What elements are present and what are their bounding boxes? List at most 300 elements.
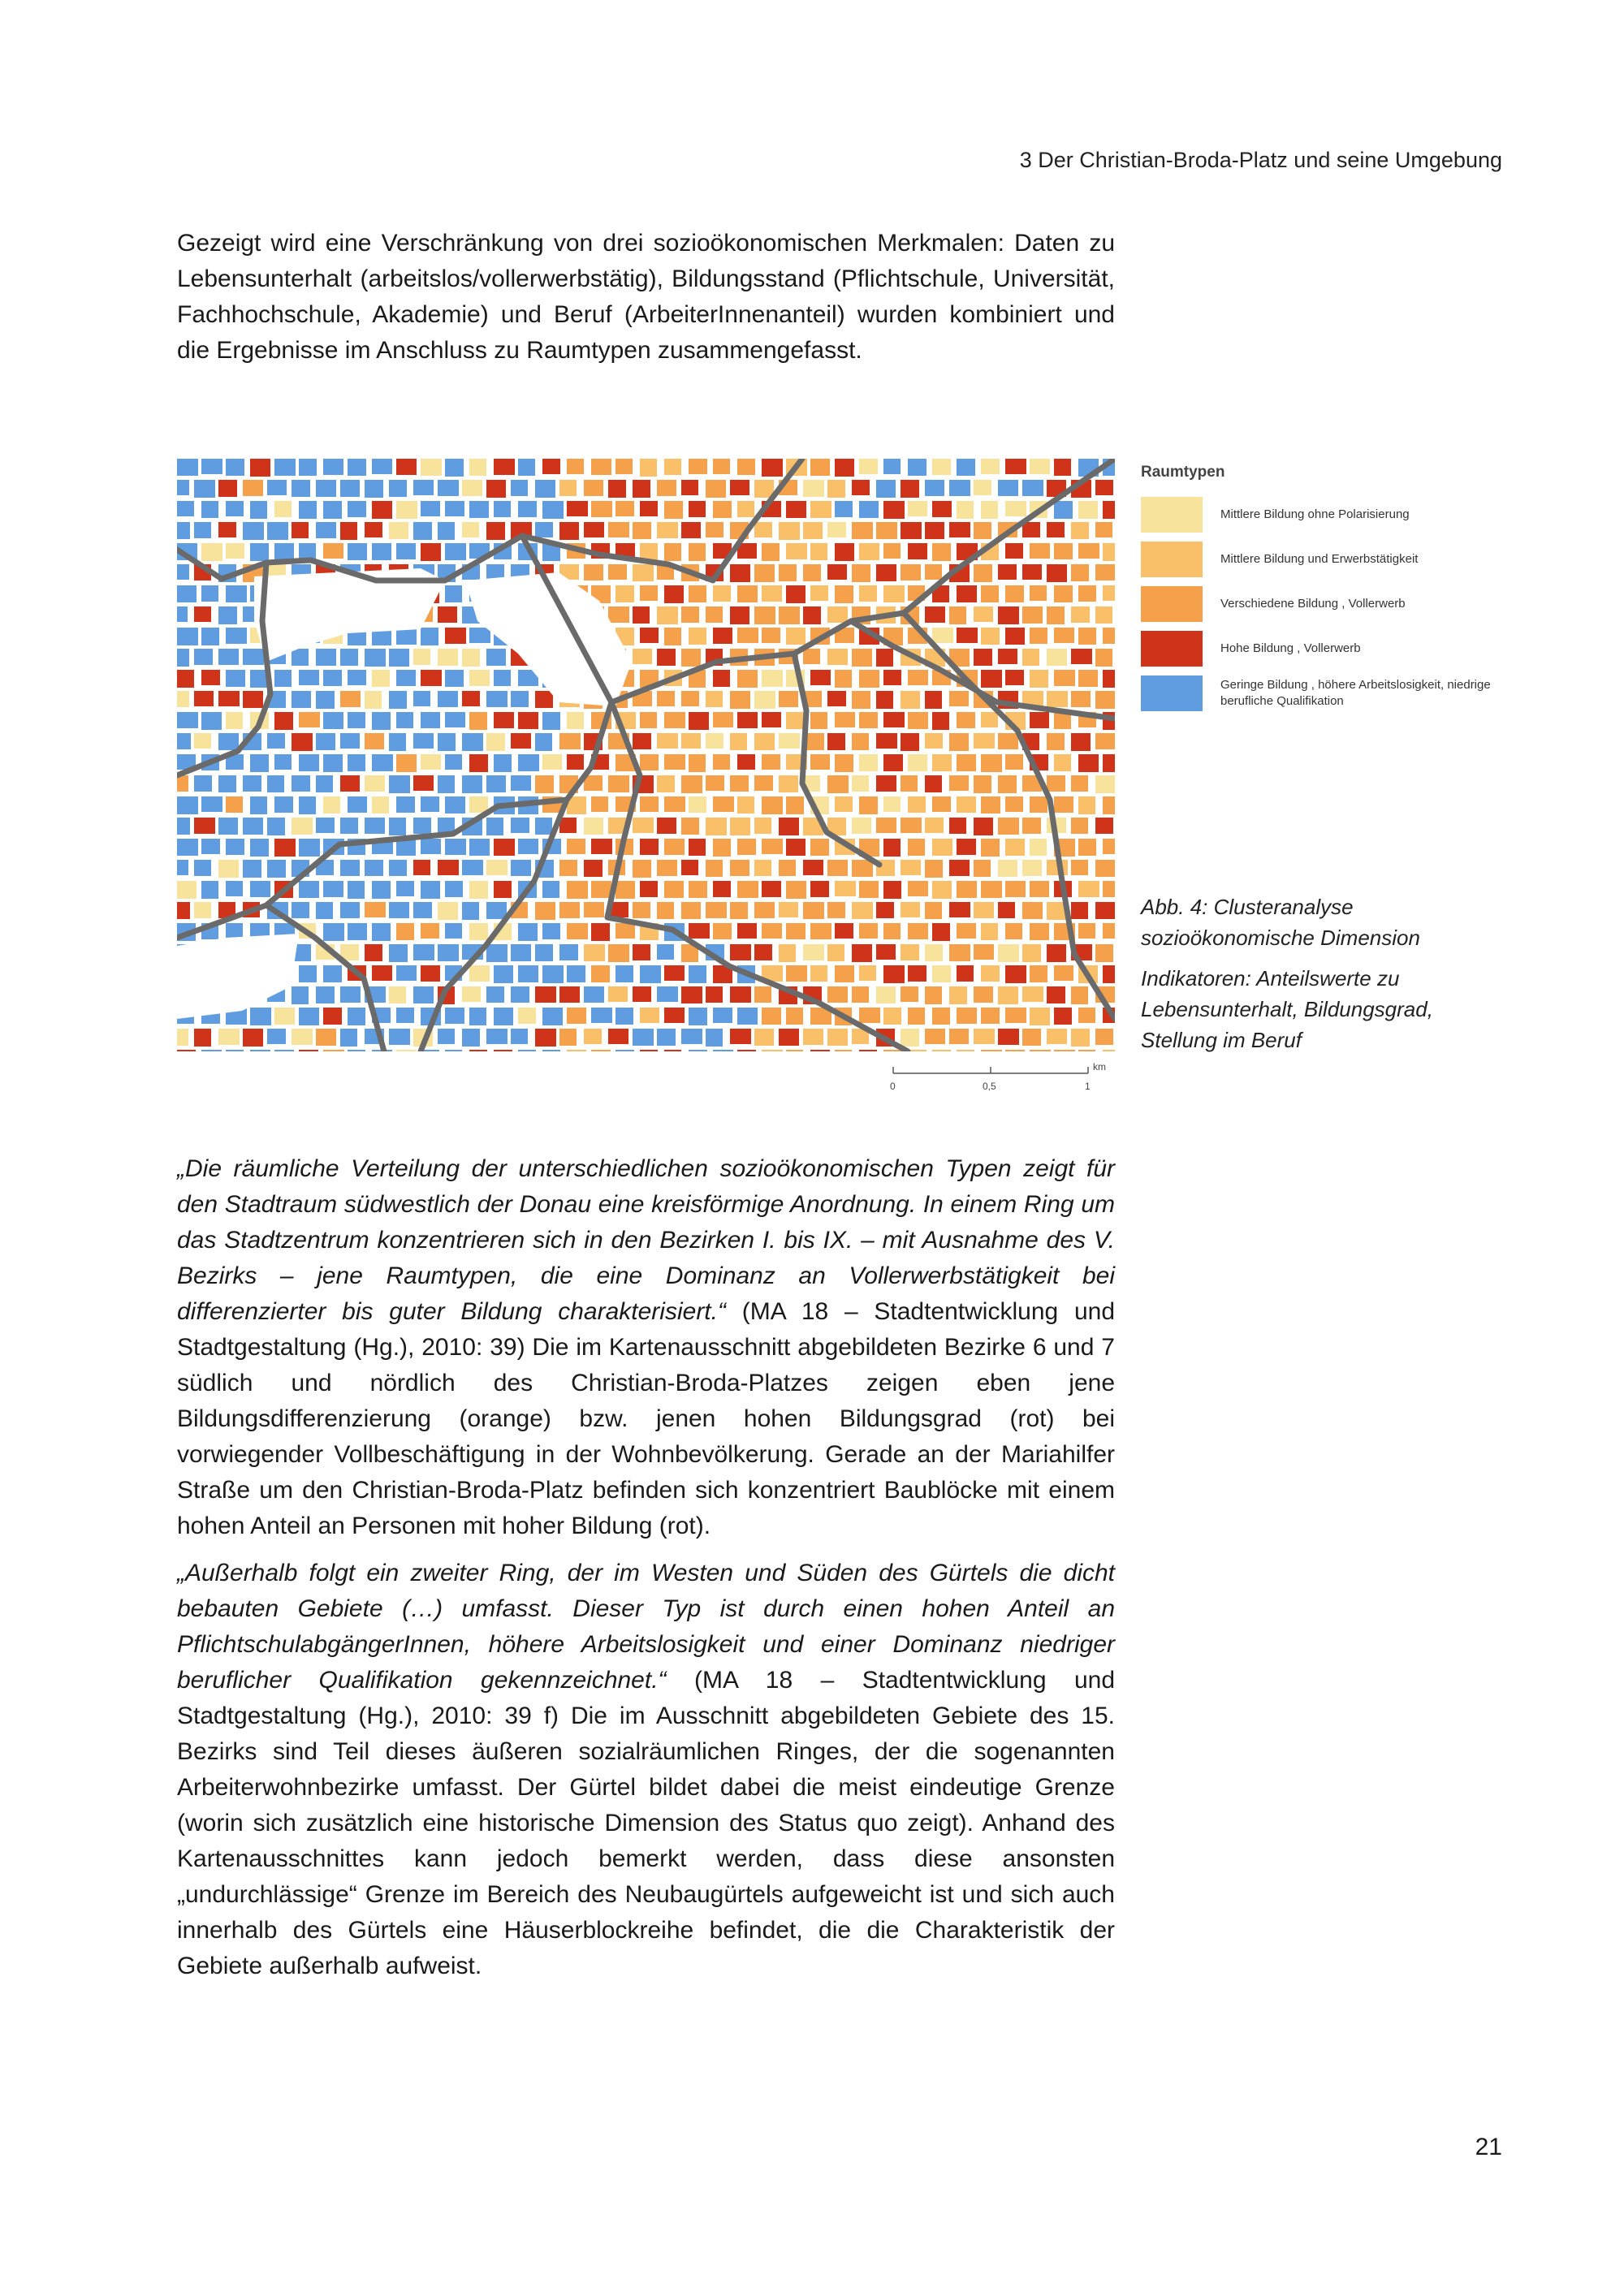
building-block [859,670,879,688]
building-block [827,902,845,918]
building-block [1095,564,1115,580]
building-block [657,1029,676,1046]
building-block [177,775,188,792]
building-block [201,712,222,730]
building-block [299,501,317,519]
legend-label: Geringe Bildung , höhere Arbeitslosigkeit, niedrige berufliche Qualifikation [1220,678,1491,708]
building-block [194,691,214,706]
building-block [640,1008,659,1023]
building-block [323,1050,344,1051]
legend-item-light-orange [1141,541,1498,578]
scale-label-0: 0 [890,1081,896,1092]
building-block [274,839,296,857]
building-block [438,1029,455,1044]
building-block [835,543,854,561]
building-block [681,480,698,495]
building-block [706,902,727,918]
building-block [542,754,562,770]
building-block [194,480,215,498]
building-block [469,712,487,730]
building-block [615,1050,634,1051]
building-block [1030,881,1049,897]
building-block [445,923,462,939]
building-block [876,818,896,833]
building-block [316,1029,336,1046]
building-block [615,459,633,474]
building-block [469,628,490,643]
body-paragraph-1 [177,1151,1115,1544]
building-block [201,796,222,812]
building-block [901,944,919,960]
building-block [981,839,1000,857]
building-block [591,1008,612,1023]
building-block [438,775,455,793]
building-block [981,754,1002,772]
building-block [657,902,674,919]
building-block [657,606,678,624]
building-block [389,944,408,962]
building-block [445,712,465,727]
building-block [1103,543,1115,561]
building-block [413,986,434,1003]
building-block [664,1050,681,1051]
building-block [396,543,416,559]
building-block [511,1029,528,1044]
building-block [754,1029,774,1046]
building-block [292,818,313,835]
building-block [413,480,434,495]
building-block [640,501,658,516]
building-block [803,522,823,539]
building-block [640,754,659,770]
building-block [835,670,852,688]
building-block [706,522,723,537]
building-block [438,649,458,666]
building-block [542,881,559,898]
building-block [218,606,237,624]
building-block [340,986,361,1003]
building-block [445,501,464,516]
building-block [859,459,878,474]
building-block [737,754,755,770]
building-block [908,543,927,559]
building-block [827,691,846,706]
building-block [535,775,554,793]
building-block [486,649,506,666]
building-block [1022,480,1043,496]
building-block [730,733,747,750]
building-block [486,522,505,540]
building-block [1071,691,1091,707]
building-block [908,923,928,939]
building-block [640,965,661,983]
building-block [810,459,830,476]
building-block [389,818,406,835]
building-block [1078,923,1095,939]
building-block [957,923,976,939]
building-block [421,923,439,939]
building-block [250,1008,271,1025]
building-block [633,860,651,878]
building-block [689,881,707,898]
building-block [640,712,657,728]
building-block [323,754,343,772]
building-block [218,1029,240,1045]
building-block [737,628,758,643]
building-block [974,564,992,582]
building-block [1103,881,1115,897]
building-block [876,564,896,581]
building-block [713,754,730,770]
building-block [469,881,488,899]
building-block [664,501,683,519]
building-block [713,881,731,897]
building-block [535,522,553,537]
building-block [1095,606,1112,624]
scale-bar [885,1055,1121,1096]
building-block [998,564,1017,580]
building-block [201,881,218,899]
building-block [786,628,806,645]
building-block [664,754,685,770]
building-block [932,1008,950,1025]
building-block [664,628,681,645]
building-block [779,902,798,917]
building-block [243,480,263,496]
building-block [737,796,754,814]
building-block [852,649,872,667]
building-block [348,670,366,685]
building-block [633,1029,654,1046]
building-block [1071,733,1091,751]
building-block [584,860,603,877]
building-block [981,628,1000,645]
building-block [762,585,782,602]
building-block [1103,1050,1115,1051]
building-block [462,860,483,875]
building-block [396,459,417,475]
building-block [998,902,1015,918]
building-block [1030,965,1047,982]
building-block [730,1029,751,1044]
building-block [803,564,821,581]
legend-swatch [1141,497,1203,533]
building-block [445,670,464,687]
building-block [274,1050,294,1051]
building-block [925,522,944,539]
building-block [201,1050,222,1051]
legend-label: Verschiedene Bildung , Vollerwerb [1220,597,1406,611]
building-block [469,965,490,982]
building-block [494,712,514,728]
building-block [852,522,873,539]
building-block [299,1050,318,1051]
building-block [859,796,878,814]
building-block [908,839,925,856]
building-block [932,839,952,856]
building-block [1078,670,1098,687]
building-block [689,712,709,730]
building-block [925,860,943,878]
building-block [389,649,409,667]
building-block [859,712,878,728]
building-block [372,712,391,730]
building-block [267,480,287,495]
building-block [372,923,391,941]
building-block [835,712,855,727]
scale-label-1: 1 [1085,1081,1091,1092]
building-block [1005,459,1026,474]
building-block [486,480,506,498]
building-block [932,923,950,941]
building-block [608,986,628,1002]
building-block [981,923,998,940]
building-block [713,839,731,857]
building-block [396,796,415,813]
building-block [762,1050,783,1051]
building-block [640,1050,658,1051]
building-block [1095,775,1115,793]
building-block [1095,522,1112,537]
building-block [365,944,382,961]
building-block [1071,902,1088,919]
building-block [737,1008,758,1025]
building-block [445,1008,464,1024]
building-block [1078,543,1099,559]
building-block [810,543,827,560]
building-block [615,585,634,602]
building-block [1022,944,1041,962]
building-block [949,902,970,917]
building-block [226,881,243,896]
building-block [535,944,553,961]
building-block [689,839,706,856]
building-block [689,1050,707,1051]
building-block [591,501,612,517]
building-block [998,860,1017,877]
building-block [177,628,198,645]
building-block [348,881,365,899]
building-block [1078,585,1096,602]
building-block [1030,1008,1050,1025]
building-block [559,902,580,918]
building-block [559,733,581,749]
building-block [201,501,218,518]
building-block [608,1029,628,1044]
building-block [518,965,538,982]
building-block [901,691,920,709]
building-block [762,839,783,854]
building-block [998,606,1019,624]
building-block [1047,1029,1067,1044]
building-block [640,796,659,812]
building-block [421,839,441,854]
building-block [438,818,455,833]
building-block [835,796,853,812]
building-block [737,712,758,728]
building-block [274,459,296,476]
building-block [1078,628,1096,645]
building-block [421,628,438,645]
building-block [664,881,684,898]
building-block [633,564,654,581]
building-block [292,775,310,792]
building-block [835,754,853,772]
building-block [1030,923,1049,940]
building-block [908,670,928,685]
building-block [535,818,552,835]
building-block [827,522,846,537]
building-block [883,543,901,559]
building-block [852,860,873,877]
building-block [706,775,724,791]
building-block [469,670,490,686]
building-block [469,839,490,856]
building-block [365,649,386,667]
quote-1: „Die räumliche Verteilung der unterschiedlichen sozioökonomischen Typen zeigt für den Stadtraum südwestlich der Donau eine kreisförmige Anordnung. In einem Ring um das Stadtzentrum konzentrieren sich in den Bezirken I. bis IX. – mit Ausnahme des V. Bezirks – jene Raumtypen, die eine Dominanz an Vollerwerbstätigkeit bei differenzierter bis guter Bildung charakterisiert.“ [177,1155,1115,1325]
building-block [957,459,975,476]
building-block [1103,839,1115,854]
legend-item-orange [1141,585,1498,623]
building-block [1047,691,1068,707]
building-block [835,1050,852,1051]
legend-item-yellow [1141,496,1498,533]
building-block [957,1050,974,1051]
caption-title: Abb. 4: Clusteranalyse sozioökonomische Dimension [1141,895,1420,950]
building-block [633,944,650,960]
building-block [883,881,901,899]
building-block [925,480,944,496]
building-block [713,712,733,727]
building-block [462,775,482,793]
building-block [348,796,367,813]
building-block [1005,796,1023,812]
building-block [706,986,723,1003]
building-block [664,543,681,561]
building-block [1047,944,1066,962]
building-block [786,965,807,982]
building-block [177,796,198,814]
building-block [1022,606,1043,624]
building-block [657,986,678,1002]
building-block [640,628,659,643]
building-block [706,818,727,835]
building-block [323,543,343,559]
building-block [779,691,798,707]
building-block [494,965,513,983]
building-block [267,1029,286,1044]
building-block [438,733,456,751]
building-block [681,775,702,793]
building-block [389,733,406,751]
building-block [542,1050,560,1051]
building-block [194,606,211,622]
building-block [883,796,901,812]
building-block [438,944,459,961]
building-block [194,649,213,665]
building-block [1071,564,1089,581]
building-block [1022,1029,1041,1046]
building-block [827,649,848,665]
building-block [316,733,335,750]
building-block [323,670,342,686]
building-block [730,606,749,624]
building-block [981,1050,1002,1051]
building-block [706,480,726,498]
building-block [413,733,434,749]
building-block [1103,965,1115,983]
building-block [810,1050,830,1051]
building-block [1005,1050,1025,1051]
building-block [925,818,944,833]
building-block [542,712,560,730]
building-block [584,944,605,961]
building-block [535,986,556,1003]
building-block [518,754,539,771]
building-block [883,459,901,474]
building-block [267,860,286,878]
building-block [250,501,267,519]
building-block [1071,860,1088,875]
building-block [1071,775,1088,792]
building-block [883,670,901,685]
building-block [421,712,440,728]
building-block [779,522,800,540]
building-block [1030,459,1050,474]
building-block [633,818,654,833]
body-text [177,1151,1115,1996]
cluster-map-graphic [177,459,1115,1051]
building-block [876,480,896,498]
building-block [981,501,998,519]
building-block [664,585,684,603]
building-block [177,839,198,856]
building-block [274,754,292,770]
building-block [1095,860,1115,877]
building-block [542,501,564,519]
building-block [1022,986,1043,1002]
building-block [754,564,775,582]
building-block [803,480,824,497]
legend-swatch [1141,586,1203,622]
building-block [754,733,775,750]
building-block [713,585,731,602]
building-block [396,754,417,772]
building-block [445,459,464,477]
building-block [957,712,975,728]
building-block [640,459,657,477]
building-block [567,501,588,516]
building-block [486,1029,508,1044]
building-block [737,839,756,855]
building-block [316,775,333,792]
building-block [445,585,462,602]
building-block [486,986,504,1003]
building-block [226,670,245,687]
building-block [615,965,633,982]
building-block [762,543,780,561]
building-block [754,860,771,876]
building-block [981,1008,1000,1024]
building-block [883,923,901,939]
building-block [486,733,505,751]
building-block [876,986,896,1003]
building-block [250,754,269,772]
building-block [348,923,367,940]
building-block [177,459,198,476]
building-block [925,733,943,749]
building-block [998,480,1018,496]
